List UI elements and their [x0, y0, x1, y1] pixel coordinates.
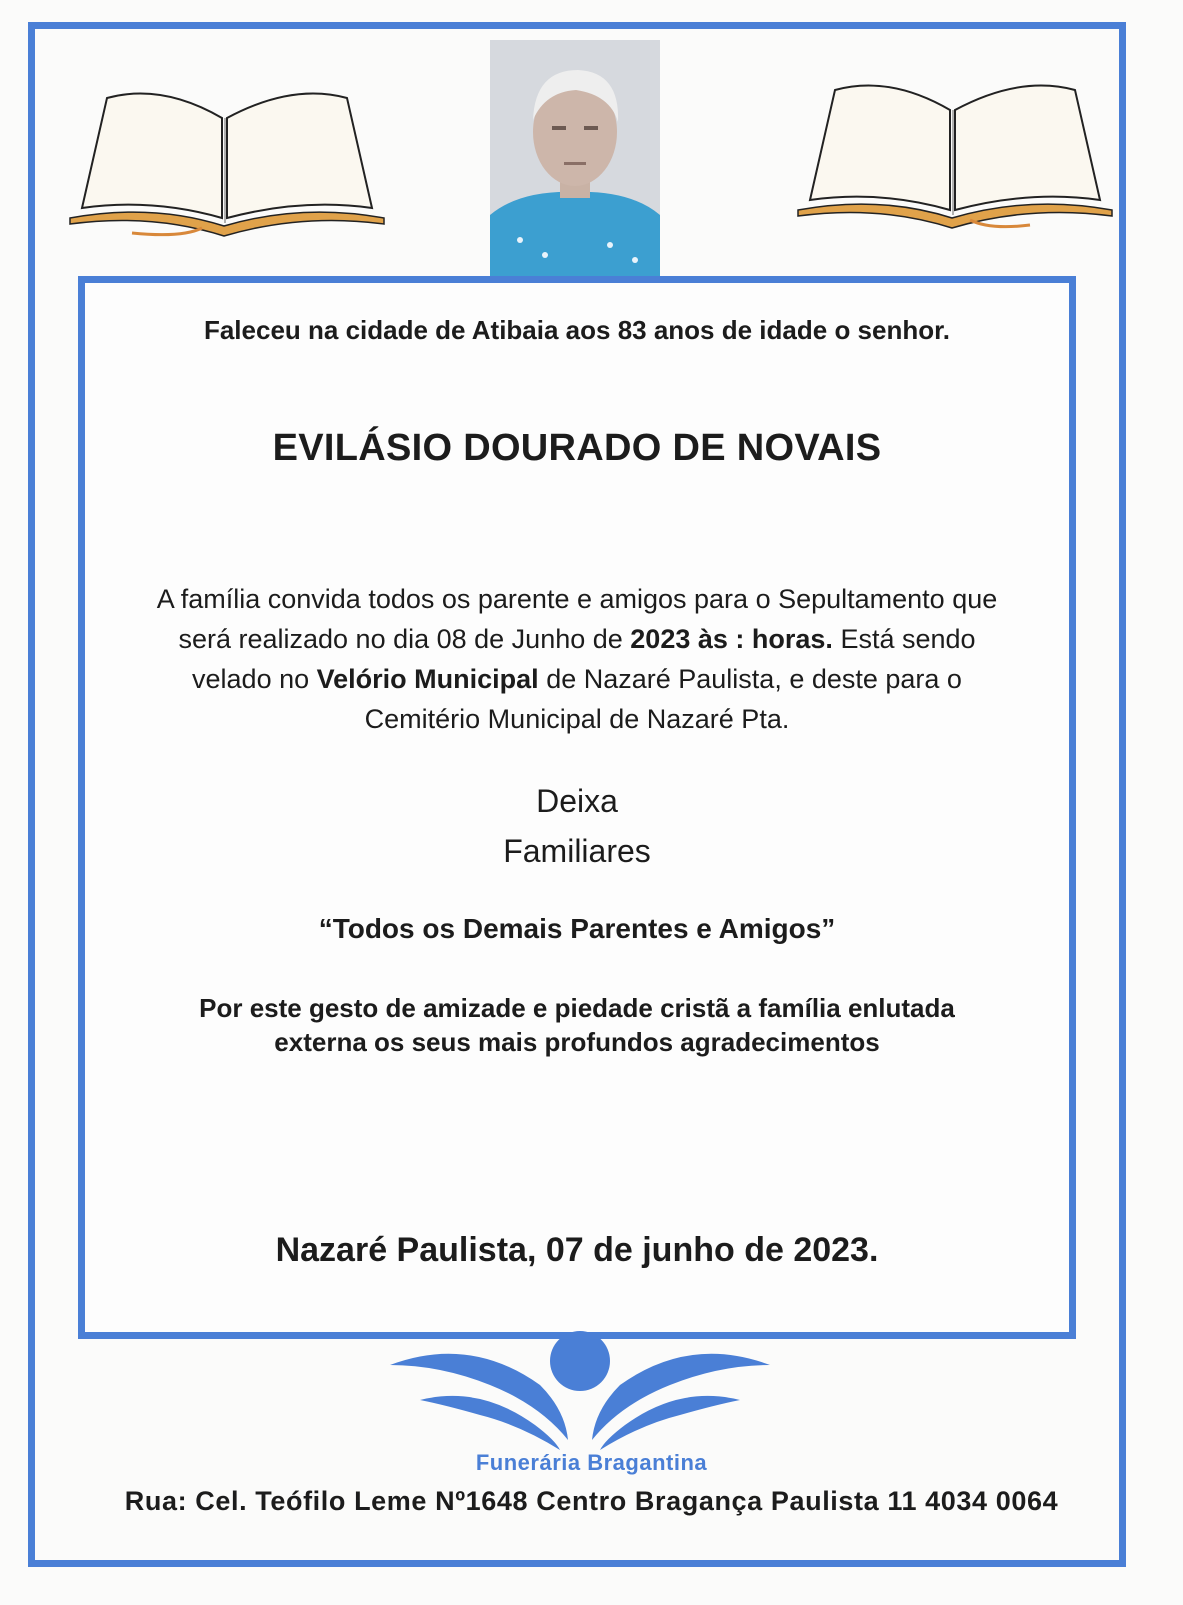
portrait-photo	[490, 40, 660, 276]
open-bible-icon	[62, 78, 392, 248]
invite-text: A família convida todos os parente e amigos para o Sepultamento que será realizado no dia 08 de Junho de	[156, 584, 998, 654]
invite-year: 2023	[630, 624, 691, 654]
invite-time: às : horas.	[697, 624, 833, 654]
invite-text: de Nazaré Paulista, e deste para o Cemitério Municipal de Nazaré Pta.	[364, 664, 962, 734]
obituary-content-frame	[78, 276, 1076, 1339]
funeral-home-name: Funerária Bragantina	[475, 1450, 708, 1475]
funeral-home-address: Rua: Cel. Teófilo Leme Nº1648 Centro Bragança Paulista 11 4034 0064	[124, 1486, 1059, 1516]
quote-text: “Todos os Demais Parentes e Amigos”	[318, 913, 836, 944]
thanks-text: Por este gesto de amizade e piedade cristã a família enlutada externa os seus mais profundos agradecimentos	[199, 993, 955, 1057]
intro-text: Faleceu na cidade de Atibaia aos 83 anos de idade o senhor.	[203, 315, 951, 345]
dateline: Nazaré Paulista, 07 de junho de 2023.	[275, 1231, 879, 1269]
deceased-name: EVILÁSIO DOURADO DE NOVAIS	[272, 427, 882, 469]
funeraria-logo	[390, 1325, 770, 1455]
deixa-label: Deixa	[536, 783, 618, 819]
familiares-label: Familiares	[503, 833, 651, 869]
invite-text: Está sendo velado no	[192, 624, 976, 694]
funeral-invitation	[85, 579, 1069, 739]
open-bible-icon	[790, 70, 1120, 240]
invite-space	[690, 624, 698, 654]
invite-venue: Velório Municipal	[316, 664, 539, 694]
